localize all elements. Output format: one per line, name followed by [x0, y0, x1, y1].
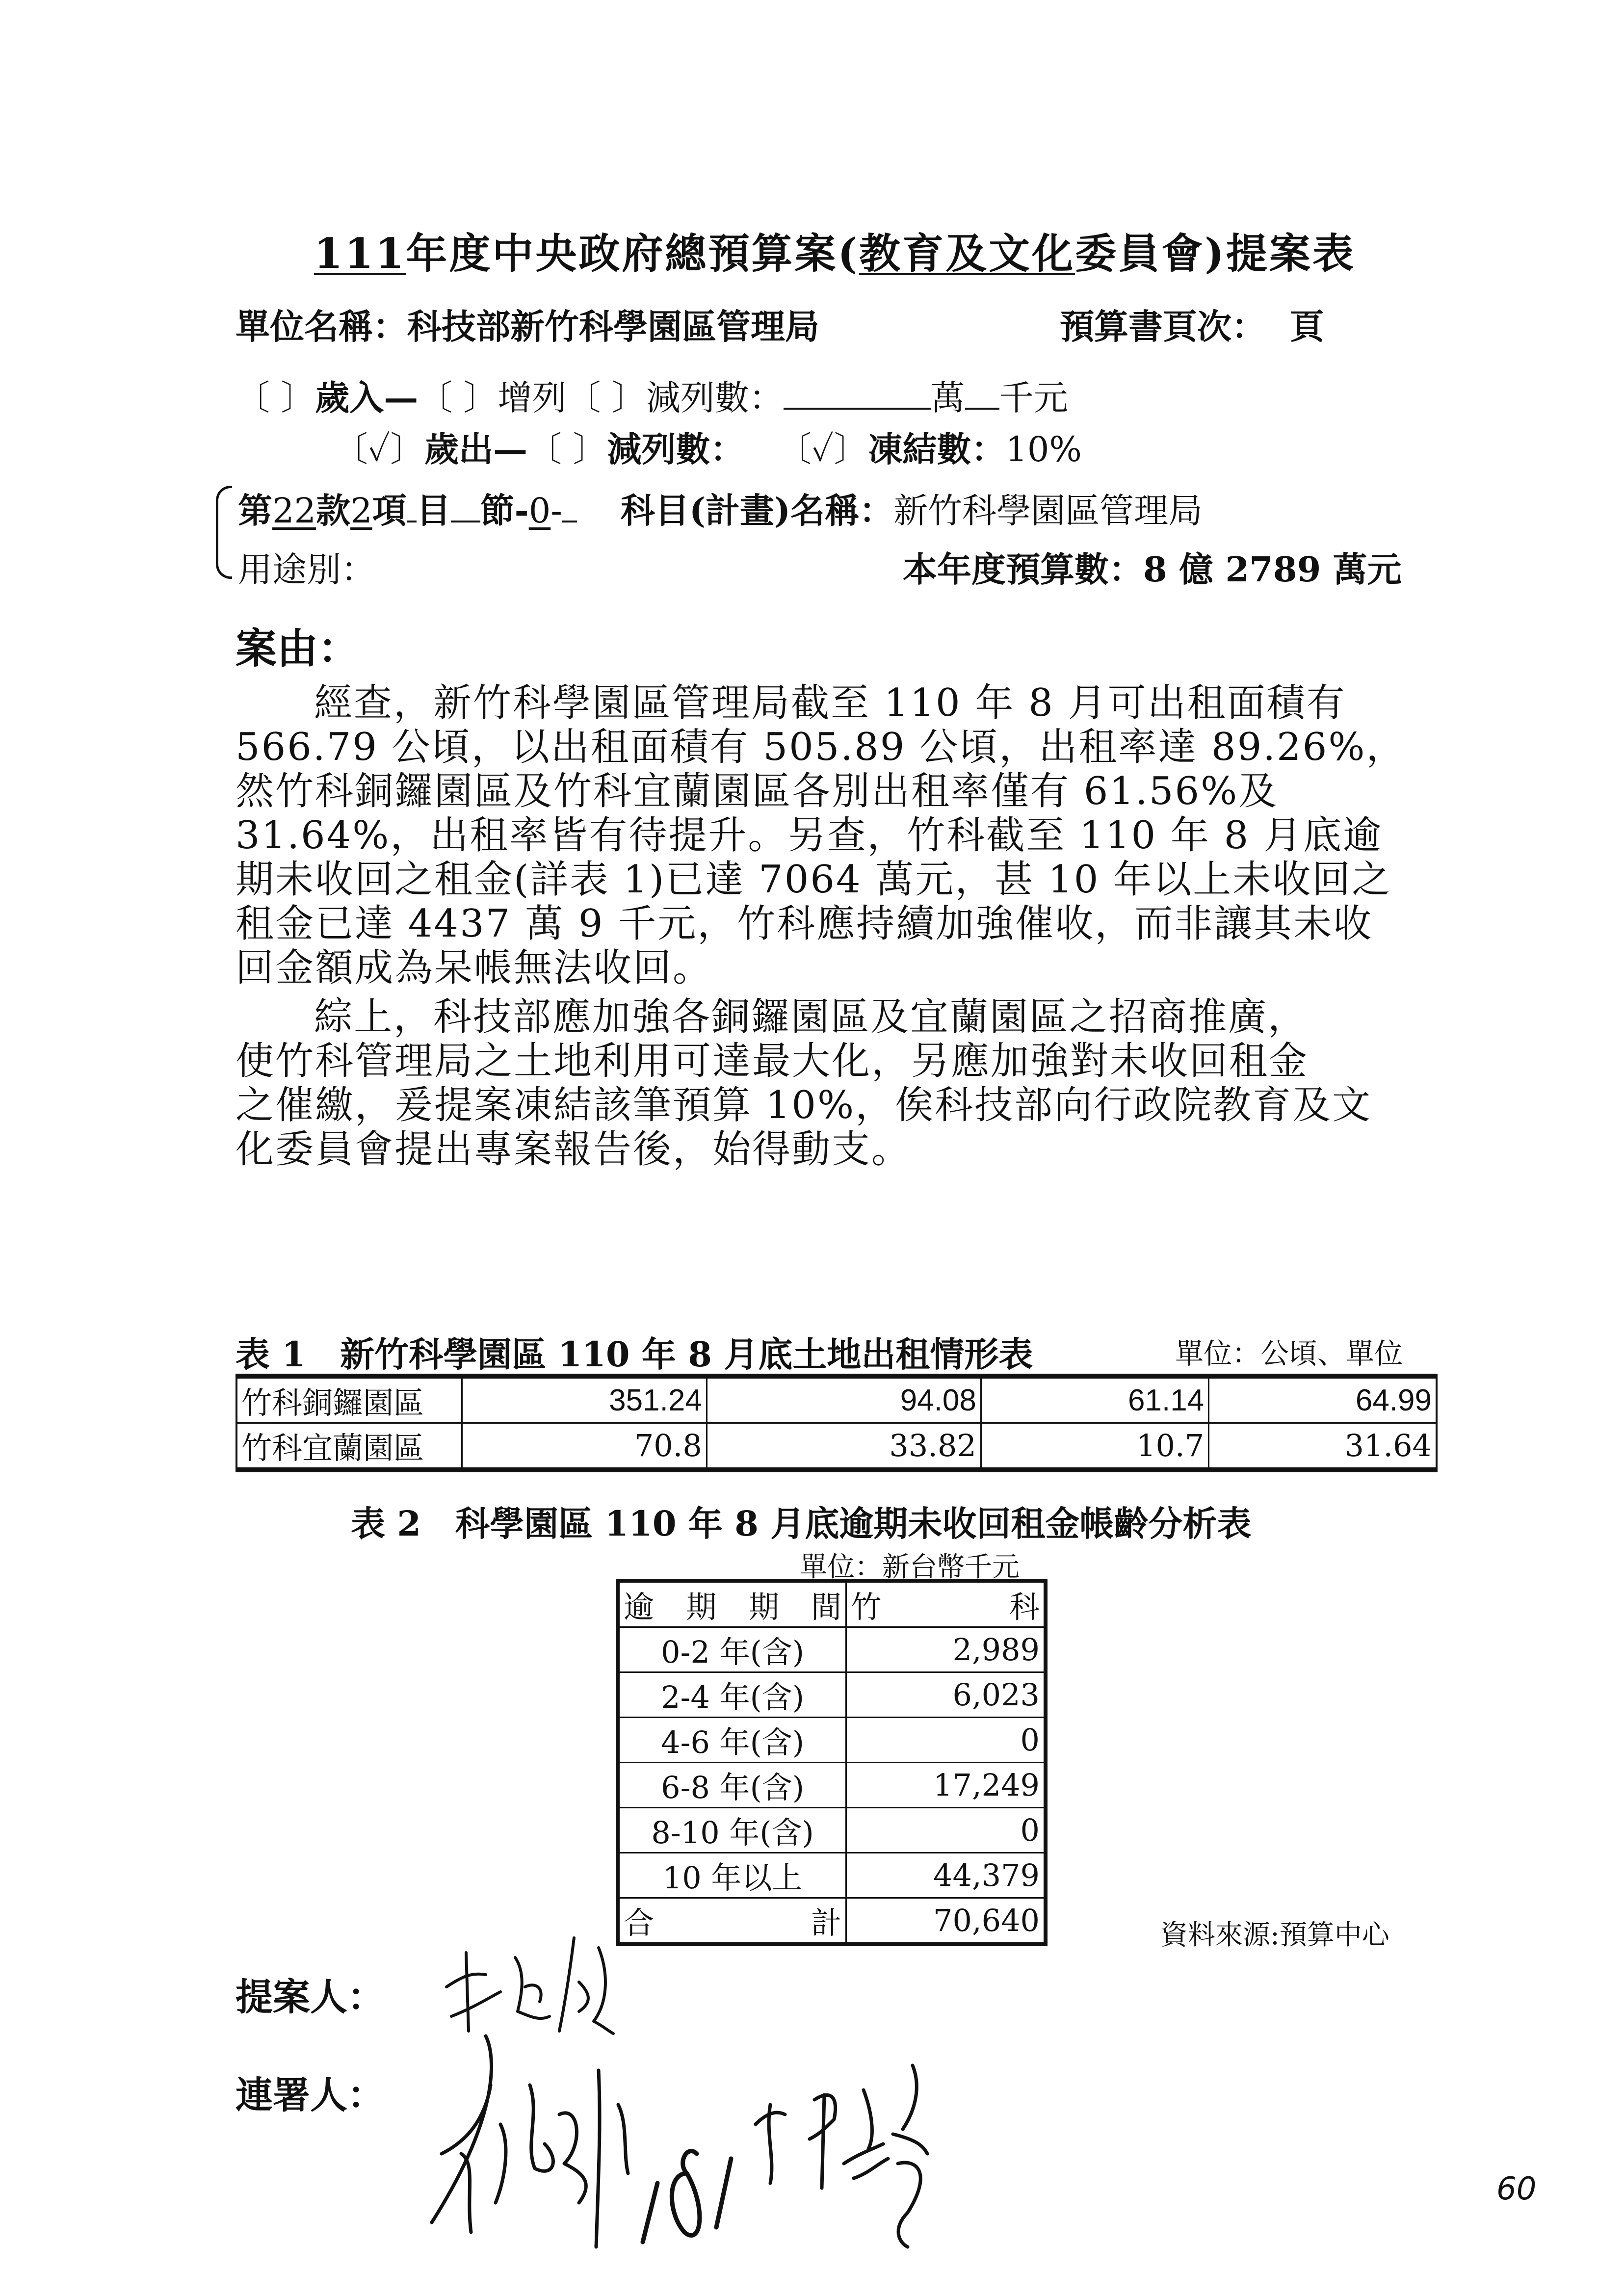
header-char: 期 — [748, 1589, 779, 1625]
table-row — [618, 1808, 1046, 1853]
freeze-checkbox[interactable]: 〔✓〕 — [777, 429, 868, 470]
total-value: 70,640 — [846, 1898, 1046, 1945]
table-row — [236, 1423, 1437, 1470]
kuan-label: 款 — [316, 490, 351, 531]
freeze-label: 凍結數： — [868, 429, 1006, 470]
table1-cell: 10.7 — [981, 1423, 1208, 1470]
revenue-label: 歲入— — [315, 377, 419, 418]
period-cell: 6-8 年(含) — [618, 1763, 846, 1808]
period-cell: 0-2 年(含) — [618, 1627, 846, 1672]
table2-title: 表 2 科學園區 110 年 8 月底逾期未收回租金帳齡分析表 — [351, 1503, 1252, 1544]
reason-line: 化委員會提出專案報告後，始得動支。 — [236, 1127, 912, 1172]
budget-page-text: 預算書頁次： — [1060, 306, 1266, 347]
page-number: 60 — [1496, 2171, 1537, 2207]
subject-label: 科目(計畫)名稱： — [620, 490, 894, 531]
table1-cell: 61.14 — [981, 1376, 1208, 1423]
table1-cell-name: 竹科銅鑼園區 — [236, 1376, 462, 1423]
expenditure-label: 歲出— — [424, 429, 528, 470]
reason-line: 31.64%，出租率皆有待提升。另查，竹科截至 110 年 8 月底逾 — [236, 813, 1383, 858]
document-title — [314, 221, 1356, 280]
amount-blank-thousand[interactable] — [965, 378, 999, 410]
budget-page-label — [1060, 299, 1324, 349]
annual-budget: 本年度預算數：8 億 2789 萬元 — [903, 549, 1402, 590]
revenue-checkbox[interactable]: 〔 〕 — [236, 378, 315, 418]
table2 — [616, 1579, 1048, 1946]
jie-value: 0 — [528, 491, 551, 531]
table1-cell-name: 竹科宜蘭園區 — [236, 1423, 462, 1470]
reason-line: 期未收回之租金(詳表 1)已達 7064 萬元，甚 10 年以上未收回之 — [236, 858, 1392, 902]
kuan-value: 22 — [272, 491, 316, 531]
blank-2 — [451, 491, 480, 522]
header-char: 逾 — [624, 1589, 655, 1625]
usage-label: 用途別： — [238, 549, 375, 590]
value-cell: 17,249 — [846, 1763, 1046, 1808]
table-row — [618, 1627, 1046, 1672]
exp-decrease-label: 減列數： — [607, 429, 745, 470]
cosigner-label: 連署人： — [236, 2073, 385, 2117]
table1 — [236, 1374, 1438, 1472]
reason-line: 回金額成為呆帳無法收回。 — [236, 946, 713, 990]
total-char: 合 — [624, 1905, 655, 1941]
freeze-value: 10% — [1005, 429, 1082, 470]
proposer-label: 提案人： — [236, 1975, 385, 2019]
value-cell: 2,989 — [846, 1627, 1046, 1672]
total-char: 計 — [811, 1905, 842, 1941]
period-cell: 8-10 年(含) — [618, 1808, 846, 1853]
increase-label: 增列 — [498, 378, 567, 418]
table1-cell: 94.08 — [707, 1376, 981, 1423]
table1-cell: 351.24 — [462, 1376, 707, 1423]
table-row — [618, 1763, 1046, 1808]
mu-label: 目 — [416, 490, 451, 531]
value-cell: 44,379 — [846, 1853, 1046, 1898]
jie-label: 節- — [480, 490, 529, 531]
reason-line: 使竹科管理局之土地利用可達最大化，另應加強對未收回租金 — [236, 1039, 1309, 1083]
blank-1 — [407, 491, 417, 522]
table1-unit: 單位：公頃、單位 — [1175, 1337, 1403, 1370]
amount-blank-wan[interactable] — [784, 378, 931, 410]
increase-checkbox[interactable]: 〔 〕 — [418, 378, 498, 418]
budget-page-suffix: 頁 — [1289, 306, 1324, 347]
table1-cell: 64.99 — [1209, 1376, 1437, 1423]
reason-line: 經查，新竹科學園區管理局截至 110 年 8 月可出租面積有 — [314, 681, 1346, 725]
reason-line: 綜上，科技部應加強各銅鑼園區及宜蘭園區之招商推廣， — [314, 995, 1308, 1039]
value-cell: 0 — [846, 1718, 1046, 1763]
expenditure-checkbox[interactable]: 〔✓〕 — [334, 429, 425, 470]
item-bracket — [216, 486, 232, 579]
header-char: 科 — [1009, 1589, 1040, 1625]
table1-cell: 70.8 — [462, 1423, 707, 1470]
table-row — [236, 1376, 1437, 1423]
table-row — [618, 1718, 1046, 1763]
unit-name: 單位名稱：科技部新竹科學園區管理局 — [236, 306, 819, 347]
revenue-row — [236, 370, 1068, 420]
value-cell: 0 — [846, 1808, 1046, 1853]
table1-title: 表 1 新竹科學園區 110 年 8 月底土地出租情形表 — [236, 1334, 1033, 1375]
title-year: 111 — [314, 229, 406, 278]
decrease-label: 減列數： — [646, 378, 784, 418]
xiang-label: 項 — [372, 490, 407, 531]
table-row — [618, 1672, 1046, 1718]
table1-cell: 33.82 — [707, 1423, 981, 1470]
table2-header-row — [618, 1581, 1046, 1627]
table1-cell: 31.64 — [1209, 1423, 1437, 1470]
cosigner-signatures — [412, 2016, 1119, 2262]
header-char: 間 — [811, 1589, 842, 1625]
value-cell: 6,023 — [846, 1672, 1046, 1718]
reason-heading: 案由： — [236, 624, 360, 673]
expenditure-row — [334, 422, 1082, 471]
wan-label: 萬 — [930, 378, 965, 418]
period-cell: 10 年以上 — [618, 1853, 846, 1898]
header-period — [618, 1581, 846, 1627]
period-cell: 4-6 年(含) — [618, 1718, 846, 1763]
decrease-checkbox[interactable]: 〔 〕 — [566, 378, 646, 418]
title-middle: 年度中央政府總預算案( — [406, 229, 860, 278]
header-park — [846, 1581, 1046, 1627]
reason-line: 之催繳，爰提案凍結該筆預算 10%，俟科技部向行政院教育及文 — [236, 1083, 1372, 1127]
reason-line: 566.79 公頃，以出租面積有 505.89 公頃，出租率達 89.26%， — [236, 725, 1406, 769]
reason-line: 租金已達 4437 萬 9 千元，竹科應持續加強催收，而非讓其未收 — [236, 902, 1373, 946]
item-prefix: 第 — [238, 490, 272, 531]
header-char: 期 — [686, 1589, 717, 1625]
title-committee: 教育及文化 — [859, 229, 1075, 278]
data-source: 資料來源:預算中心 — [1160, 1919, 1389, 1951]
blank-3 — [562, 491, 577, 522]
reason-line: 然竹科銅鑼園區及竹科宜蘭園區各別出租率僅有 61.56%及 — [236, 769, 1279, 813]
item-dash: - — [550, 491, 562, 531]
table2-unit: 單位：新台幣千元 — [800, 1551, 1020, 1583]
exp-decrease-checkbox[interactable]: 〔 〕 — [527, 429, 607, 470]
subject-value: 新竹科學園區管理局 — [893, 491, 1203, 531]
xiang-value: 2 — [350, 491, 372, 531]
title-end: 委員會)提案表 — [1075, 229, 1356, 278]
header-char: 竹 — [851, 1589, 882, 1625]
thousand-label: 千元 — [999, 378, 1068, 418]
table-row — [618, 1853, 1046, 1898]
period-cell: 2-4 年(含) — [618, 1672, 846, 1718]
item-row — [238, 483, 1203, 533]
